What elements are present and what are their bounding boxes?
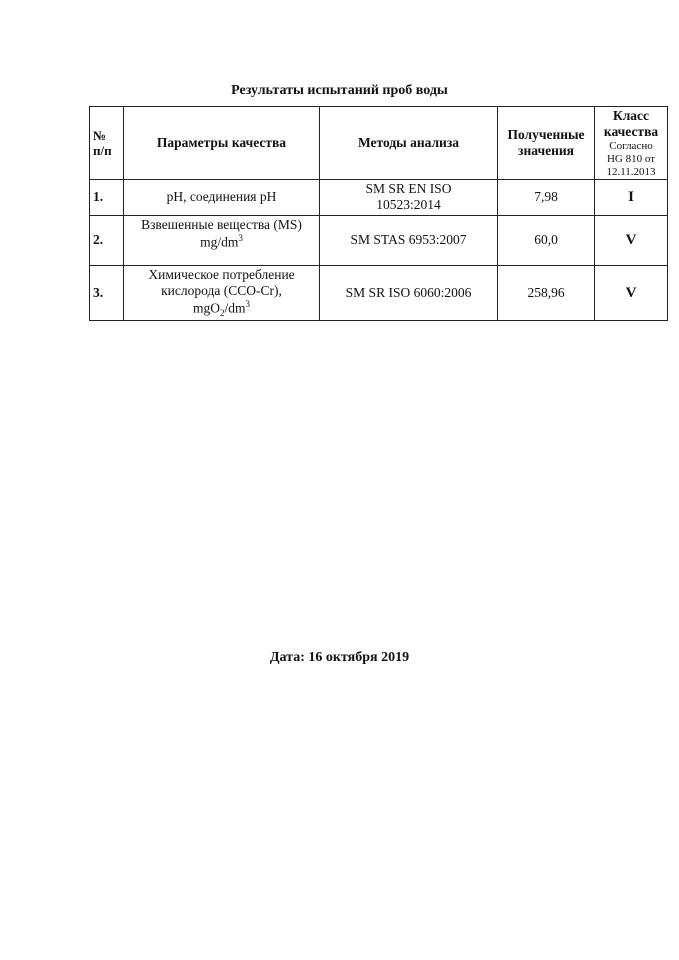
row-method-line2: 10523:2014	[376, 197, 441, 213]
row-parameter: pH, соединения pH	[124, 180, 320, 215]
row-quality-class: I	[595, 180, 668, 215]
header-number-symbol: №	[93, 127, 107, 143]
row-value: 7,98	[498, 180, 595, 215]
row-parameter-unit-sub: 2	[219, 308, 225, 319]
table-row	[90, 265, 668, 320]
row-parameter	[124, 265, 320, 320]
header-values	[498, 107, 595, 180]
table-row	[90, 215, 668, 265]
row-parameter-unit: mg/dm	[200, 234, 239, 250]
header-class-note3: 12.11.2013	[606, 165, 656, 178]
row-quality-class: V	[595, 265, 668, 320]
row-number: 2.	[90, 215, 124, 265]
row-method: SM SR ISO 6060:2006	[320, 265, 498, 320]
row-parameter-line2: кислорода (CCO-Cr),	[161, 282, 282, 298]
header-class-note1: Согласно	[609, 140, 653, 153]
header-class-line1: Класс	[612, 108, 650, 123]
row-value: 258,96	[498, 265, 595, 320]
row-value: 60,0	[498, 215, 595, 265]
row-quality-class: V	[595, 215, 668, 265]
row-method-line1: SM SR EN ISO	[365, 181, 452, 197]
header-class-note2: HG 810 от	[606, 153, 656, 166]
document-title: Результаты испытаний проб воды	[231, 83, 448, 98]
row-parameter-unit-a: mgO	[192, 300, 220, 316]
header-values-line2: значения	[518, 143, 574, 159]
row-parameter-unit-sup: 3	[245, 299, 250, 310]
header-number	[90, 107, 124, 180]
row-method	[320, 180, 498, 215]
header-values-line1: Полученные	[507, 126, 585, 142]
row-number: 1.	[90, 180, 124, 215]
header-methods: Методы анализа	[320, 107, 498, 180]
document-date: Дата: 16 октября 2019	[269, 650, 410, 665]
header-parameters: Параметры качества	[124, 107, 320, 180]
row-parameter-line1: Химическое потребление	[148, 266, 295, 282]
header-quality-class	[595, 107, 668, 180]
row-parameter	[124, 215, 320, 265]
row-parameter-unit-b: /dm	[224, 300, 246, 316]
header-number-abbr: п/п	[93, 143, 112, 159]
table-header-row	[90, 107, 668, 180]
row-number: 3.	[90, 265, 124, 320]
row-parameter-line1: Взвешенные вещества (MS)	[141, 216, 302, 232]
header-class-line2: качества	[603, 124, 659, 140]
table-row	[90, 180, 668, 215]
row-method: SM STAS 6953:2007	[320, 215, 498, 265]
results-table	[89, 106, 668, 321]
row-parameter-unit-sup: 3	[238, 232, 243, 243]
